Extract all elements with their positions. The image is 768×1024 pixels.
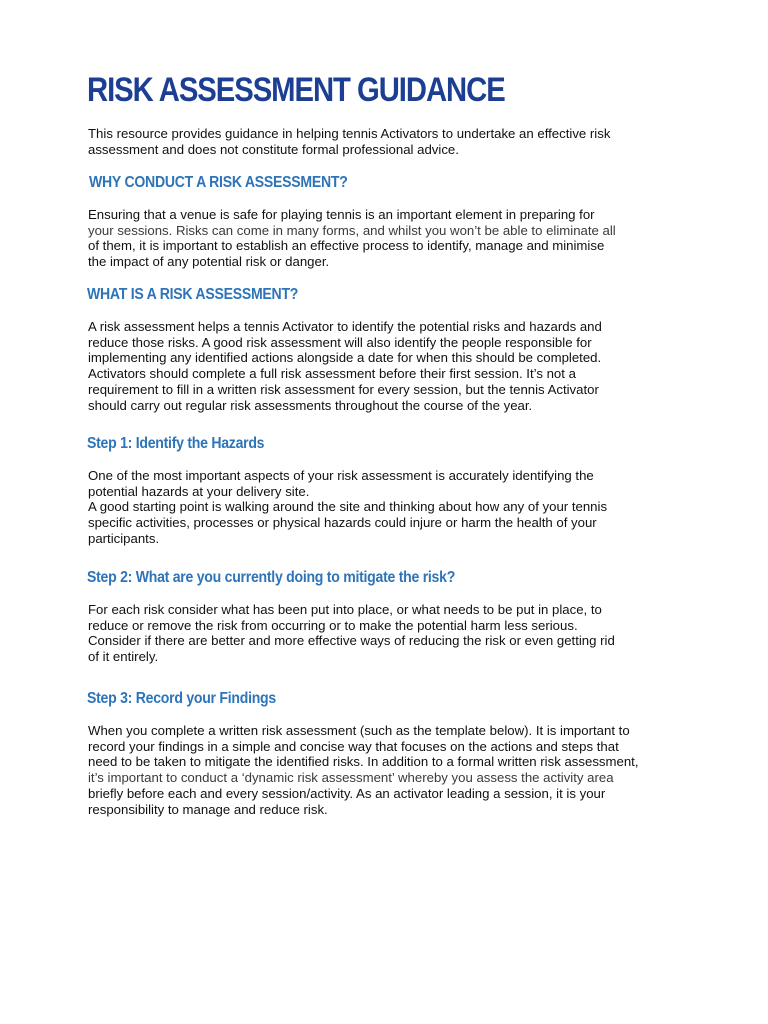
paragraph-line: When you complete a written risk assessment (such as the template below). It is important to	[88, 723, 630, 738]
paragraph-line: potential hazards at your delivery site.	[88, 483, 310, 499]
paragraph-line: the impact of any potential risk or danger.	[88, 254, 330, 270]
paragraph-line: participants.	[88, 530, 160, 546]
paragraph-line: Consider if there are better and more effective ways of reducing the risk or even getting rid	[88, 633, 615, 649]
paragraph-line: A good starting point is walking around the site and thinking about how any of your tennis	[88, 499, 608, 515]
paragraph-line: your sessions. Risks can come in many forms, and whilst you won’t be able to eliminate all	[88, 222, 616, 238]
intro-paragraph	[88, 126, 688, 157]
paragraph-line: briefly before each and every session/activity. As an activator leading a session, it is your	[88, 785, 606, 801]
why-conduct-paragraph	[88, 207, 688, 270]
paragraph-line: Ensuring that a venue is safe for playing tennis is an important element in preparing for	[88, 207, 595, 222]
why-conduct-heading: WHY CONDUCT A RISK ASSESSMENT?	[89, 174, 348, 191]
what-is-paragraph	[88, 319, 688, 413]
paragraph-line: should carry out regular risk assessments throughout the course of the year.	[88, 397, 533, 413]
paragraph-line: implementing any identified actions alongside a date for when this should be completed.	[88, 350, 602, 366]
paragraph-line: One of the most important aspects of your risk assessment is accurately identifying the	[88, 468, 594, 483]
paragraph-line: need to be taken to mitigate the identified risks. In addition to a formal written risk assessment,	[88, 754, 639, 770]
what-is-heading: WHAT IS A RISK ASSESSMENT?	[87, 286, 299, 303]
intro-line: This resource provides guidance in helping tennis Activators to undertake an effective risk	[88, 126, 611, 141]
paragraph-line: responsibility to manage and reduce risk.	[88, 801, 328, 817]
intro-line: assessment and does not constitute formal professional advice.	[88, 141, 459, 157]
paragraph-line: For each risk consider what has been put into place, or what needs to be put in place, to	[88, 602, 602, 617]
step-3-heading: Step 3: Record your Findings	[87, 690, 276, 707]
step-1-paragraph	[88, 468, 688, 547]
step-2-heading: Step 2: What are you currently doing to mitigate the risk?	[87, 569, 456, 586]
step-3-paragraph	[88, 723, 688, 817]
paragraph-line: of it entirely.	[88, 649, 159, 665]
paragraph-line: specific activities, processes or physical hazards could injure or harm the health of your	[88, 515, 597, 531]
paragraph-line: requirement to fill in a written risk assessment for every session, but the tennis Activator	[88, 381, 599, 397]
paragraph-line: Activators should complete a full risk assessment before their first session. It’s not a	[88, 366, 576, 382]
step-1-heading: Step 1: Identify the Hazards	[87, 435, 265, 452]
paragraph-line: of them, it is important to establish an effective process to identify, manage and minimise	[88, 238, 605, 254]
paragraph-line: record your findings in a simple and concise way that focuses on the actions and steps that	[88, 738, 619, 754]
page-title: RISK ASSESSMENT GUIDANCE	[87, 71, 505, 109]
paragraph-line: reduce or remove the risk from occurring or to make the potential harm less serious.	[88, 617, 578, 633]
paragraph-line: it’s important to conduct a ‘dynamic risk assessment’ whereby you assess the activity area	[88, 770, 614, 786]
paragraph-line: A risk assessment helps a tennis Activator to identify the potential risks and hazards and	[88, 319, 602, 334]
step-2-paragraph	[88, 602, 688, 665]
paragraph-line: reduce those risks. A good risk assessment will also identify the people responsible for	[88, 334, 592, 350]
